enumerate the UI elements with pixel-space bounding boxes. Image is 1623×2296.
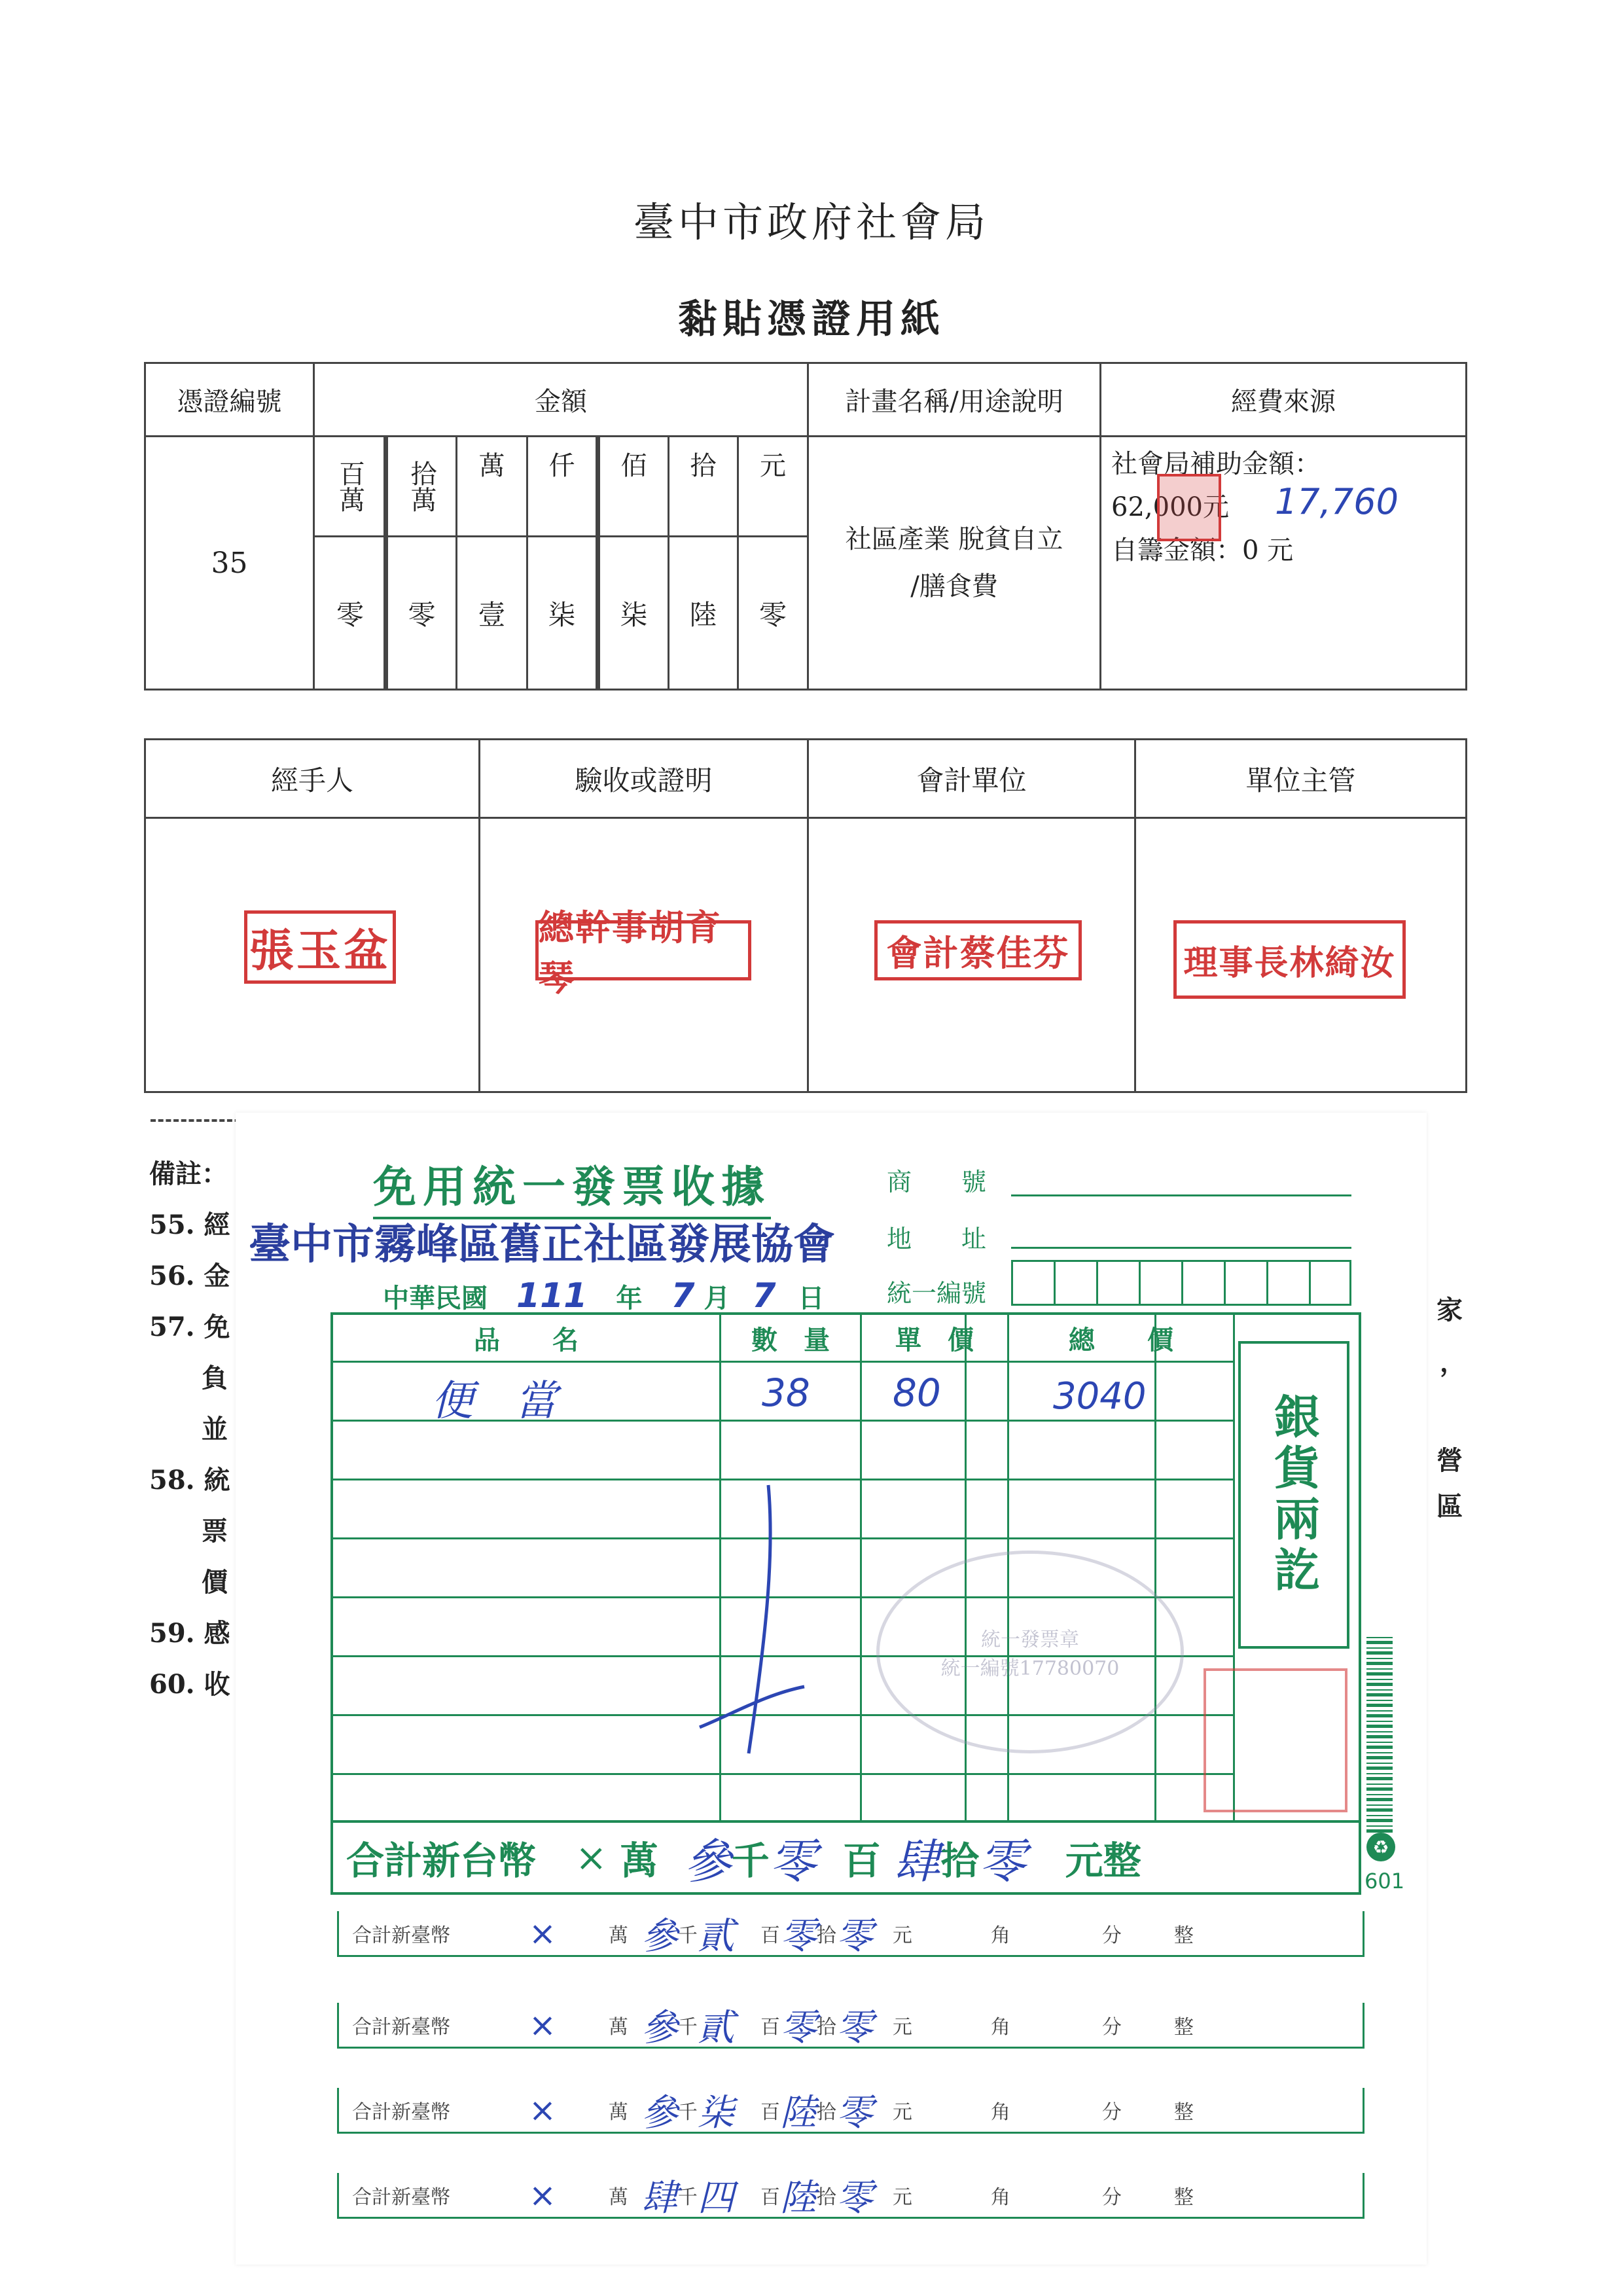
notes-right-fragment: 區 <box>1436 1491 1463 1522</box>
receipt-title: 免用統一發票收據 <box>373 1152 771 1219</box>
digit-header: 萬 <box>478 450 505 481</box>
strip-yuan: 元 <box>892 2185 912 2209</box>
total-qian: 千 <box>731 1839 770 1883</box>
strip-label: 合計新臺幣 <box>352 2015 450 2039</box>
strip-shi-value: 零 <box>779 1914 817 1958</box>
col-total-price: 總 價 <box>1069 1324 1173 1355</box>
total-bai: 百 <box>842 1839 881 1883</box>
header-voucher-no: 憑證編號 <box>177 387 282 417</box>
item-quantity: 38 <box>762 1371 810 1415</box>
note-item: 票 <box>202 1516 228 1547</box>
plan-description <box>809 437 1099 689</box>
total-yuan-value: 零 <box>978 1834 1026 1889</box>
voucher-table <box>144 362 1467 691</box>
total-shi: 拾 <box>940 1839 979 1883</box>
strip-qian-value: 參 <box>641 2006 678 2049</box>
strip-x: × <box>529 1914 556 1952</box>
strip-qian: 千 <box>677 1924 698 1947</box>
date-month-label: 月 <box>704 1283 730 1314</box>
strip-shi-value: 零 <box>779 2006 817 2049</box>
strip-label: 合計新臺幣 <box>352 2100 450 2124</box>
label-tax-id: 統一編號 <box>887 1279 987 1308</box>
digit-value: 零 <box>408 598 436 631</box>
strip-yuan: 元 <box>892 2015 912 2039</box>
item-total-price: 3040 <box>1053 1375 1147 1418</box>
notes-right-fragment: 家 <box>1436 1295 1463 1325</box>
form-code: 601 <box>1364 1869 1405 1893</box>
receipt-item-grid <box>330 1312 1361 1823</box>
strip-bai-value: 柒 <box>697 2091 734 2134</box>
note-item: 59. 感 <box>149 1618 230 1649</box>
strip-bai: 百 <box>760 2100 780 2124</box>
strip-fen: 分 <box>1101 1924 1122 1947</box>
handler-stamp: 張玉盆 <box>244 910 396 984</box>
digit-value: 柒 <box>620 598 648 631</box>
strip-shi: 拾 <box>816 2100 836 2124</box>
acceptance-stamp: 總幹事胡育琴 <box>535 920 751 980</box>
strip-jiao: 角 <box>990 2185 1010 2209</box>
note-item: 58. 統 <box>149 1465 230 1496</box>
date-day-label: 日 <box>798 1283 825 1314</box>
strip-fen: 分 <box>1101 2100 1122 2124</box>
strip-bai: 百 <box>760 2185 780 2209</box>
date-day: 7 <box>752 1276 776 1316</box>
strip-wan: 萬 <box>608 2185 628 2209</box>
total-qian-value: 參 <box>684 1834 732 1889</box>
strip-qian: 千 <box>677 2185 698 2209</box>
strip-fen: 分 <box>1101 2185 1122 2209</box>
strip-label: 合計新臺幣 <box>352 2185 450 2209</box>
strip-shi: 拾 <box>816 1924 836 1947</box>
strip-qian-value: 肆 <box>641 2176 678 2219</box>
strip-zheng: 整 <box>1173 2185 1194 2209</box>
digit-value: 零 <box>336 598 364 631</box>
digit-value: 零 <box>758 598 787 631</box>
note-item: 55. 經 <box>149 1210 230 1240</box>
strip-shi-extra: 零 <box>836 2176 873 2219</box>
funding-subsidy-amount: 62,000元 <box>1111 492 1229 522</box>
receipt-strip <box>337 2173 1364 2219</box>
strip-yuan: 元 <box>892 1924 912 1947</box>
header-plan: 計畫名稱/用途說明 <box>845 387 1063 417</box>
shop-seal-line-1: 統一發票章 <box>981 1628 1079 1651</box>
total-label: 合計新台幣 <box>346 1839 537 1883</box>
strip-yuan: 元 <box>892 2100 912 2124</box>
red-seal <box>1204 1668 1347 1812</box>
total-yuan: 元整 <box>1065 1839 1141 1883</box>
pen-strike-mark <box>687 1479 817 1780</box>
strip-wan: 萬 <box>608 1924 628 1947</box>
paid-in-full-label: 銀貨兩訖 <box>1266 1393 1321 1597</box>
notes-right-fragment: ， <box>1440 1347 1466 1378</box>
header-acceptance: 驗收或證明 <box>575 764 713 797</box>
strip-shi-value: 陸 <box>779 2176 817 2219</box>
note-item: 並 <box>202 1414 228 1444</box>
date-row <box>383 1276 825 1316</box>
receipt-total-row <box>330 1823 1361 1895</box>
header-accounting: 會計單位 <box>916 764 1027 797</box>
date-year: 111 <box>516 1276 588 1316</box>
strip-wan: 萬 <box>608 2015 628 2039</box>
digit-header: 元 <box>760 450 786 481</box>
sign-table <box>144 738 1467 1093</box>
strip-jiao: 角 <box>990 2015 1010 2039</box>
strip-jiao: 角 <box>990 1924 1010 1947</box>
strip-shi-value: 陸 <box>779 2091 817 2134</box>
notes-right-fragment: 營 <box>1436 1445 1463 1476</box>
digit-value: 陸 <box>689 598 717 631</box>
recycle-icon: ♻ <box>1366 1833 1395 1861</box>
note-item: 60. 收 <box>149 1669 230 1700</box>
strip-bai: 百 <box>760 2015 780 2039</box>
label-store: 商 號 <box>887 1168 987 1196</box>
strip-zheng: 整 <box>1173 2015 1194 2039</box>
receipt-org-stamp: 臺中市霧峰區舊正社區發展協會 <box>249 1220 835 1269</box>
funding-handwritten-amount: 17,760 <box>1275 481 1399 522</box>
strip-wan: 萬 <box>608 2100 628 2124</box>
strip-shi-extra: 零 <box>836 1914 873 1958</box>
strip-bai-value: 貳 <box>697 1914 734 1958</box>
header-handler: 經手人 <box>270 764 353 797</box>
strip-label: 合計新臺幣 <box>352 1924 450 1947</box>
header-amount: 金額 <box>535 387 587 417</box>
col-unit-price: 單 價 <box>895 1324 974 1355</box>
strip-qian-value: 參 <box>641 1914 678 1958</box>
strip-bai-value: 貳 <box>697 2006 734 2049</box>
total-x: × <box>575 1835 607 1880</box>
date-prefix: 中華民國 <box>383 1283 488 1314</box>
date-year-label: 年 <box>616 1283 643 1314</box>
form-title: 黏貼憑證用紙 <box>678 296 945 342</box>
strip-x: × <box>529 2090 556 2129</box>
digit-value: 柒 <box>548 598 576 631</box>
funding-subsidy-label: 社會局補助金額： <box>1111 449 1321 479</box>
digit-header: 拾 <box>690 450 717 481</box>
accounting-stamp: 會計蔡佳芬 <box>874 920 1082 980</box>
funding-self-raised: 自籌金額：0 元 <box>1111 535 1294 565</box>
strip-x: × <box>529 2005 556 2044</box>
date-month: 7 <box>671 1276 695 1316</box>
shop-seal-line-2: 統一編號17780070 <box>940 1657 1120 1680</box>
strip-bai-value: 四 <box>697 2176 734 2219</box>
voucher-number: 35 <box>211 546 248 580</box>
col-item-name: 品 名 <box>474 1324 579 1355</box>
item-name: 便 當 <box>431 1377 557 1426</box>
tax-id-boxes <box>1011 1260 1351 1306</box>
digit-header: 佰 <box>620 450 647 481</box>
digit-header: 拾萬 <box>406 460 437 512</box>
notes-label: 備註： <box>149 1158 228 1189</box>
barcode <box>1366 1636 1393 1833</box>
strip-qian: 千 <box>677 2100 698 2124</box>
digit-header: 仟 <box>548 450 575 481</box>
total-bai-value: 零 <box>769 1834 817 1889</box>
strip-jiao: 角 <box>990 2100 1010 2124</box>
receipt-strip <box>337 1911 1364 1957</box>
total-wan: 萬 <box>620 1839 658 1883</box>
strip-zheng: 整 <box>1173 1924 1194 1947</box>
strip-zheng: 整 <box>1173 2100 1194 2124</box>
col-quantity: 數 量 <box>751 1324 830 1355</box>
strip-x: × <box>529 2176 556 2214</box>
receipt-strip <box>337 2003 1364 2049</box>
receipt-strip <box>337 2088 1364 2134</box>
item-unit-price: 80 <box>893 1371 941 1415</box>
paid-in-full-box <box>1238 1341 1349 1649</box>
agency-title: 臺中市政府社會局 <box>633 198 990 246</box>
strip-shi: 拾 <box>816 2015 836 2039</box>
supervisor-stamp: 理事長林綺汝 <box>1173 920 1406 999</box>
note-item: 57. 免 <box>149 1312 230 1342</box>
plan-line-1: 社區產業 脫貧自立 <box>845 524 1063 554</box>
strip-fen: 分 <box>1101 2015 1122 2039</box>
strip-shi-extra: 零 <box>836 2091 873 2134</box>
header-funding: 經費來源 <box>1231 387 1336 417</box>
strip-shi: 拾 <box>816 2185 836 2209</box>
total-shi-value: 肆 <box>893 1834 941 1889</box>
strip-bai: 百 <box>760 1924 780 1947</box>
strip-shi-extra: 零 <box>836 2006 873 2049</box>
note-item: 56. 金 <box>149 1261 230 1291</box>
note-item: 負 <box>202 1363 228 1393</box>
correction-seal <box>1157 474 1221 541</box>
notes <box>149 1149 230 1710</box>
digit-value: 壹 <box>478 598 506 631</box>
strip-qian: 千 <box>677 2015 698 2039</box>
strip-qian-value: 參 <box>641 2091 678 2134</box>
header-supervisor: 單位主管 <box>1245 764 1356 797</box>
note-item: 價 <box>202 1567 228 1598</box>
label-address: 地 址 <box>887 1225 987 1253</box>
digit-header: 百萬 <box>334 460 365 512</box>
shop-seal <box>876 1551 1184 1753</box>
plan-line-2: /膳食費 <box>910 571 998 601</box>
